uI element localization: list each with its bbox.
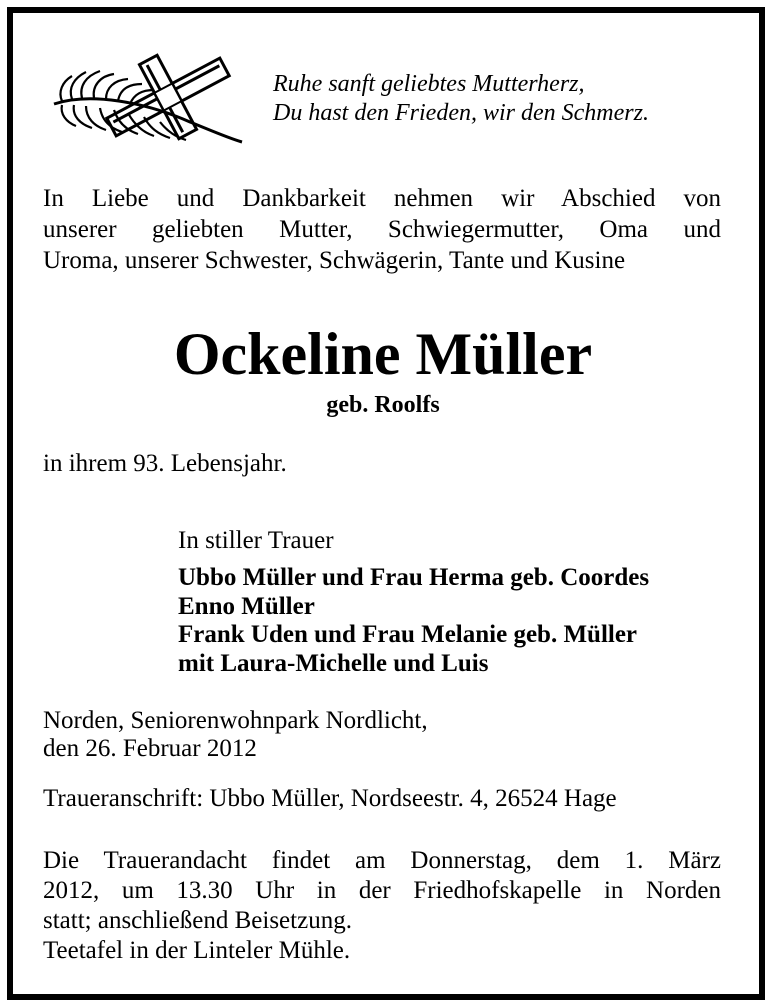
- motto-line-1: Ruhe sanft geliebtes Mutterherz,: [273, 71, 585, 97]
- motto-line-2: Du hast den Frieden, wir den Schmerz.: [273, 100, 649, 126]
- service-line-1: Die Trauerandacht findet am Donnerstag, dem 1. März: [43, 847, 721, 874]
- deceased-name: Ockeline Müller: [173, 321, 593, 387]
- intro-text: [43, 183, 721, 276]
- date-line: den 26. Februar 2012: [43, 735, 257, 762]
- intro-line-2: unserer geliebten Mutter, Schwiegermutter, Oma und: [43, 216, 721, 243]
- intro-line-3: Uroma, unserer Schwester, Schwägerin, Tante und Kusine: [43, 247, 626, 274]
- mourning-address: Traueranschrift: Ubbo Müller, Nordseestr. 4, 26524 Hage: [43, 785, 617, 812]
- intro-line-1: In Liebe und Dankbarkeit nehmen wir Abschied von: [43, 185, 721, 212]
- family-line-4: mit Laura-Michelle und Luis: [178, 650, 489, 677]
- cross-with-palm-branch-icon: [50, 52, 245, 147]
- service-info: [43, 846, 721, 966]
- service-line-4: Teetafel in der Linteler Mühle.: [43, 937, 351, 964]
- maiden-name: geb. Roolfs: [326, 392, 440, 418]
- mourning-label: In stiller Trauer: [178, 527, 334, 554]
- age-text: in ihrem 93. Lebensjahr.: [43, 450, 287, 477]
- family-line-1: Ubbo Müller und Frau Herma geb. Coordes: [178, 564, 650, 591]
- place-line: Norden, Seniorenwohnpark Nordlicht,: [43, 707, 428, 734]
- service-line-3: statt; anschließend Beisetzung.: [43, 907, 352, 934]
- service-line-2: 2012, um 13.30 Uhr in der Friedhofskapelle in Norden: [43, 877, 721, 904]
- family-line-2: Enno Müller: [178, 593, 315, 620]
- family-line-3: Frank Uden und Frau Melanie geb. Müller: [178, 621, 638, 648]
